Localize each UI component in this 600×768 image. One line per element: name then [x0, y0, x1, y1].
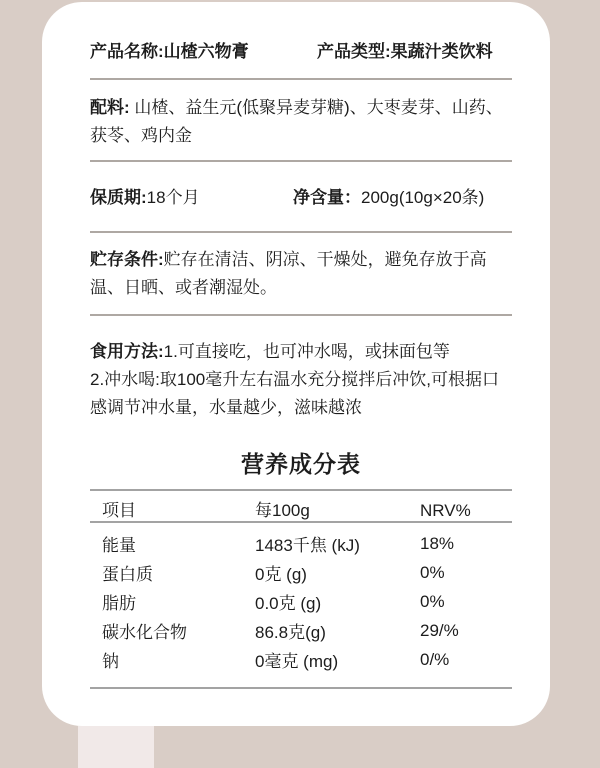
- row-amount: 0毫克 (mg): [255, 652, 339, 671]
- row-amount: 86.8克(g): [255, 623, 326, 642]
- row-amount: 0.0克 (g): [255, 594, 322, 613]
- row-nrv: 0%: [420, 562, 445, 582]
- net-content: [293, 184, 484, 212]
- product-name-value: 山楂六物膏: [163, 42, 249, 61]
- nutrition-header-per100g: 每100g: [255, 500, 310, 520]
- table-row-sodium: [90, 645, 512, 674]
- usage-section: [90, 338, 512, 422]
- table-row-carbohydrate: [90, 616, 512, 645]
- storage-value: 贮存在清洁、阴凉、干燥处，避免存放于高温、日晒、或者潮湿处。: [90, 250, 487, 297]
- usage-line1: 1.可直接吃，也可冲水喝，或抹面包等: [163, 342, 450, 361]
- divider: [90, 314, 512, 316]
- nutrition-table-bottom-line: [90, 687, 512, 689]
- row-nrv: 29/%: [420, 620, 459, 640]
- ingredients-value: 山楂、益生元(低聚异麦芽糖)、大枣麦芽、山药、获苓、鸡内金: [90, 98, 503, 145]
- shelf-net-row: [90, 184, 512, 212]
- product-name-label: 产品名称:: [90, 42, 164, 61]
- storage-label: 贮存条件:: [90, 250, 164, 269]
- ingredients-section: [90, 94, 512, 150]
- net-content-label: 净含量：: [293, 188, 361, 207]
- product-info-card: [42, 2, 550, 726]
- table-row-energy: [90, 529, 512, 558]
- product-type-label: 产品类型:: [317, 42, 391, 61]
- table-row-protein: [90, 558, 512, 587]
- usage-line2: 2.冲水喝:取100毫升左右温水充分搅拌后冲饮,可根据口感调节冲水量，水量越少，滋味越浓: [90, 370, 499, 417]
- row-nrv: 18%: [420, 533, 455, 553]
- shelf-life-value: 18个月: [146, 188, 200, 207]
- divider: [90, 231, 512, 233]
- nutrition-rows: [90, 529, 512, 674]
- storage-section: [90, 246, 512, 302]
- row-label: 能量: [102, 536, 136, 555]
- nutrition-table-title: 营养成分表: [241, 451, 361, 477]
- nutrition-header-item: 项目: [102, 500, 136, 520]
- nutrition-header-line: [90, 521, 512, 523]
- row-label: 钠: [102, 652, 119, 671]
- product-name: [90, 38, 317, 66]
- shelf-life-label: 保质期:: [90, 188, 147, 207]
- net-content-value: 200g(10g×20条): [361, 188, 485, 207]
- divider: [90, 160, 512, 162]
- usage-label: 食用方法:: [90, 342, 164, 361]
- product-header-row: [90, 38, 512, 66]
- row-amount: 1483千焦 (kJ): [255, 536, 360, 555]
- background-strip: [78, 726, 154, 768]
- row-label: 脂肪: [102, 594, 136, 613]
- row-nrv: 0%: [420, 591, 445, 611]
- table-row-fat: [90, 587, 512, 616]
- ingredients-label: 配料:: [90, 98, 130, 117]
- product-type: [317, 38, 493, 66]
- row-nrv: 0/%: [420, 649, 450, 669]
- nutrition-table-top-line: [90, 489, 512, 491]
- product-type-value: 果蔬汁类饮料: [390, 42, 493, 61]
- row-amount: 0克 (g): [255, 565, 307, 584]
- row-label: 碳水化合物: [102, 623, 187, 642]
- row-label: 蛋白质: [102, 565, 153, 584]
- divider: [90, 78, 512, 80]
- shelf-life: [90, 184, 293, 212]
- nutrition-header-nrv: NRV%: [420, 500, 471, 520]
